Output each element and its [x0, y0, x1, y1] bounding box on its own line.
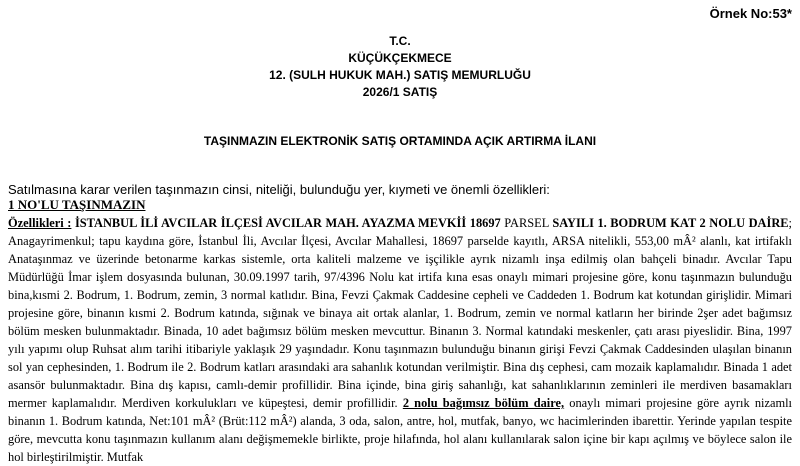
details-text-part-2: onaylı mimari projesine göre ayrık nizamlı binanın 1. Bodrum katında, Net:101 mÂ² (Brüt:112 mÂ²) alanda, 3 oda, salon, antre, hol, mutfak, banyo, wc hacimlerinden ibarettir. Yerinde yapılan tespite göre, mevcutta konu taşınmazın kullanım alanı değişmemekle birlikte, proje hilafında, hol alanı kullanılarak salon içine bir kapı açılmış ve böylece salon ile hol birleştirilmiştir. Mutfak [8, 396, 792, 464]
document-header [0, 33, 800, 101]
sample-number: Örnek No:53* [709, 6, 792, 21]
header-district: KÜÇÜKÇEKMECE [348, 51, 452, 65]
details-unit: SAYILI 1. BODRUM KAT 2 NOLU DAİRE [552, 216, 789, 230]
section-heading: 1 NO'LU TAŞINMAZIN [8, 197, 146, 212]
header-office: 12. (SULH HUKUK MAH.) SATIŞ MEMURLUĞU [269, 68, 531, 82]
details-text-part-1: ; Anagayrimenkul; tapu kaydına göre, İstanbul İli, Avcılar İlçesi, Avcılar Mahallesi, 18697 parselde kayıtlı, ARSA nitelikli, 553,00 mÂ² alanlı, kat irtifaklı Anataşınmaz ve üzerinde betonarme karkas sistemle, orta kaliteli malzeme ve işçilikle ayrık nizamlı inşa edilmiş olan bahçeli binadır. Avcılar Tapu Müdürlüğü İmar işlem dosyasında bulunan, 30.09.1997 tarih, 97/4396 Nolu kat irtifa kına esas onaylı mimari projesine göre, konu taşınmazın bulunduğu bina,kısmi 2. Bodrum, 1. Bodrum, zemin, 3 normal katlıdır. Bina, Fevzi Çakmak Caddesine cepheli ve Caddeden 1. Bodrum kat kotundan girişlidir. Mimari projesine göre, binanın kısmi 2. Bodrum katında, sığınak ve binaya ait ortak alanlar, 1. Bodrum, zemin ve normal katların her birinde 2şer adet bağımsız bölüm mesken bulunmaktadır. Binada, 10 adet bağımsız bölüm mesken mevcuttur. Binanın 3. Normal katındaki meskenler, çatı arası piyeslidir. Bina, 1997 yılı yapımı olup Ruhsat alım tarihi itibariyle yaklaşık 29 yaşındadır. Konu taşınmazın bulunduğu binanın girişi Fevzi Çakmak Caddesinden ulaşılan binanın sol yan cephesinden, 1. Bodrum ile 2. Bodrum katları arasındaki ara sahanlık kotundan verilmiştir. Bina dış cephesi, cam mozaik kaplamalıdır. Binada 1 adet asansör bulunmaktadır. Bina dış kapısı, camlı-demir profillidir. Bina içinde, bina giriş sahanlığı, kat sahanlıklarının zeminleri ile merdiven basamakları mermer kaplamalıdır. Merdiven korkulukları ve küpeştesi, demir profillidir. [8, 216, 792, 410]
header-republic: T.C. [389, 34, 411, 48]
intro-line: Satılmasına karar verilen taşınmazın cinsi, niteliği, bulunduğu yer, kıymeti ve önemli özellikleri: [8, 182, 550, 197]
property-details-paragraph [8, 214, 792, 466]
details-label: Özellikleri : [8, 216, 72, 230]
details-parsel: PARSEL [500, 216, 553, 230]
details-unit-underlined: 2 nolu bağımsız bölüm daire, [402, 396, 565, 410]
announcement-title: TAŞINMAZIN ELEKTRONİK SATIŞ ORTAMINDA AÇIK ARTIRMA İLANI [203, 134, 597, 148]
details-location: İSTANBUL İLİ AVCILAR İLÇESİ AVCILAR MAH. AYAZMA MEVKİİ 18697 [71, 216, 501, 230]
header-file-number: 2026/1 SATIŞ [362, 85, 438, 99]
